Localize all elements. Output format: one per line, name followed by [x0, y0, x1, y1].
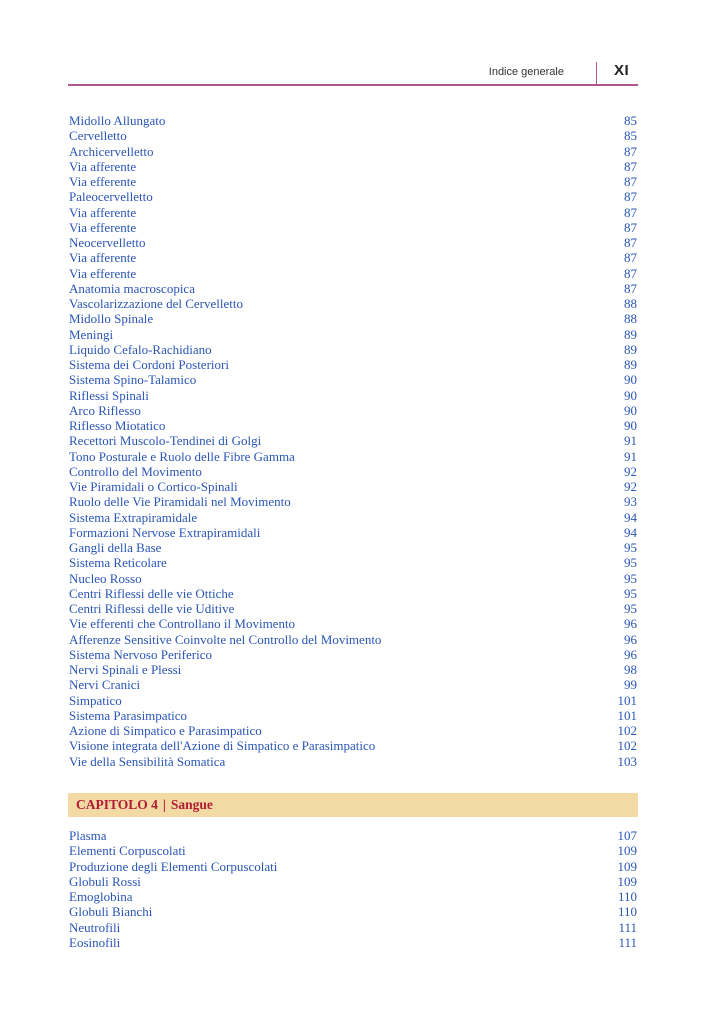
- chapter-separator: |: [162, 797, 166, 812]
- toc-entry[interactable]: [69, 708, 637, 723]
- page-number: XI: [614, 62, 630, 79]
- toc-entry-title[interactable]: Via afferente: [69, 204, 137, 220]
- toc-entry[interactable]: [69, 662, 637, 677]
- toc-entry-page[interactable]: 87: [624, 143, 637, 159]
- toc-entry-page[interactable]: 87: [624, 280, 637, 296]
- toc-entry-page[interactable]: 109: [617, 843, 637, 859]
- toc-entry-title[interactable]: Anatomia macroscopica: [69, 280, 195, 296]
- toc-entry-title[interactable]: Via afferente: [69, 158, 137, 174]
- toc-entry-title[interactable]: Controllo del Movimento: [69, 463, 202, 479]
- toc-entry-page[interactable]: 92: [624, 479, 637, 494]
- toc-entry[interactable]: [69, 571, 637, 586]
- toc-entry-page[interactable]: 95: [624, 570, 637, 586]
- toc-entry-page[interactable]: 101: [617, 707, 637, 723]
- toc-entry[interactable]: [69, 723, 637, 738]
- toc-entry-title[interactable]: Recettori Muscolo-Tendinei di Golgi: [69, 433, 262, 449]
- toc-entry-title[interactable]: Tono Posturale e Ruolo delle Fibre Gamma: [69, 448, 295, 464]
- toc-entry[interactable]: [69, 632, 637, 647]
- chapter-heading: [68, 793, 638, 817]
- toc-entry-title[interactable]: Gangli della Base: [69, 540, 162, 555]
- toc-entry[interactable]: [69, 220, 637, 235]
- toc-entry-title[interactable]: Ruolo delle Vie Piramidali nel Movimento: [69, 494, 291, 510]
- toc-entry[interactable]: [69, 403, 637, 418]
- toc-entry-page[interactable]: 87: [624, 158, 637, 174]
- toc-entry[interactable]: [69, 357, 637, 372]
- toc-entry[interactable]: [69, 205, 637, 220]
- toc-entry-title[interactable]: Vie della Sensibilità Somatica: [69, 753, 226, 769]
- toc-entry-title[interactable]: Midollo Spinale: [69, 311, 154, 327]
- toc-entry[interactable]: [69, 296, 637, 311]
- toc-entry[interactable]: [69, 113, 637, 128]
- toc-entry-title[interactable]: Sistema dei Cordoni Posteriori: [69, 357, 229, 372]
- header-title: Indice generale: [488, 66, 564, 78]
- toc-entry-title[interactable]: Neocervelletto: [69, 235, 146, 250]
- toc-entry-page[interactable]: 111: [618, 919, 637, 935]
- toc-entry-title[interactable]: Via afferente: [69, 250, 137, 266]
- toc-entry-page[interactable]: 98: [624, 662, 637, 677]
- toc-entry[interactable]: [69, 555, 637, 570]
- toc-entry-title[interactable]: Sistema Extrapiramidale: [69, 509, 198, 525]
- toc-entry-title[interactable]: Eosinofili: [69, 934, 121, 950]
- toc-entry[interactable]: [69, 372, 637, 387]
- toc-entry[interactable]: [69, 843, 637, 858]
- toc-list-chapter-3: [69, 113, 637, 769]
- toc-entry-title[interactable]: Riflesso Miotatico: [69, 418, 166, 433]
- toc-entry[interactable]: [69, 616, 637, 631]
- toc-entry-page[interactable]: 88: [624, 311, 637, 327]
- toc-entry-page[interactable]: 85: [624, 113, 637, 128]
- toc-entry-page[interactable]: 95: [624, 555, 637, 571]
- toc-entry-title[interactable]: Vascolarizzazione del Cervelletto: [69, 296, 243, 311]
- toc-entry-page[interactable]: 87: [624, 235, 637, 250]
- toc-entry-page[interactable]: 87: [624, 265, 637, 281]
- header-separator: [596, 62, 597, 84]
- toc-entry[interactable]: [69, 601, 637, 616]
- toc-entry-title[interactable]: Globuli Bianchi: [69, 904, 153, 920]
- toc-entry-title[interactable]: Cervelletto: [69, 128, 127, 144]
- toc-entry-page[interactable]: 93: [624, 494, 637, 510]
- toc-entry-page[interactable]: 90: [624, 402, 637, 418]
- toc-entry-title[interactable]: Via efferente: [69, 265, 137, 281]
- toc-entry-title[interactable]: Globuli Rossi: [69, 873, 141, 889]
- toc-entry-title[interactable]: Azione di Simpatico e Parasimpatico: [69, 723, 262, 738]
- toc-entry[interactable]: [69, 586, 637, 601]
- toc-entry-title[interactable]: Via efferente: [69, 219, 137, 235]
- toc-entry-title[interactable]: Via efferente: [69, 174, 137, 189]
- toc-entry-title[interactable]: Vie efferenti che Controllano il Movimento: [69, 616, 296, 632]
- toc-entry-title[interactable]: Riflessi Spinali: [69, 387, 149, 403]
- toc-entry-title[interactable]: Sistema Parasimpatico: [69, 707, 188, 723]
- toc-entry[interactable]: [69, 174, 637, 189]
- chapter-label: CAPITOLO 4: [76, 797, 158, 812]
- toc-entry-title[interactable]: Nucleo Rosso: [69, 570, 142, 586]
- toc-entry-title[interactable]: Formazioni Nervose Extrapiramidali: [69, 524, 261, 540]
- toc-entry[interactable]: [69, 235, 637, 250]
- toc-entry-page[interactable]: 89: [624, 341, 637, 357]
- toc-entry-page[interactable]: 89: [624, 357, 637, 372]
- toc-entry-title[interactable]: Vie Piramidali o Cortico-Spinali: [69, 479, 238, 494]
- chapter-heading-text: [76, 797, 213, 813]
- toc-entry-page[interactable]: 96: [624, 631, 637, 647]
- toc-entry-title[interactable]: Midollo Allungato: [69, 113, 166, 128]
- toc-entry[interactable]: [69, 494, 637, 509]
- toc-entry[interactable]: [69, 433, 637, 448]
- running-header: [0, 58, 718, 88]
- toc-entry-title[interactable]: Visione integrata dell'Azione di Simpatico e Parasimpatico: [69, 738, 376, 754]
- toc-entry[interactable]: [69, 144, 637, 159]
- toc-entry-page[interactable]: 89: [624, 326, 637, 342]
- toc-entry-title[interactable]: Liquido Cefalo-Rachidiano: [69, 341, 212, 357]
- toc-entry-page[interactable]: 103: [617, 753, 637, 769]
- toc-entry-page[interactable]: 102: [617, 738, 637, 754]
- toc-entry[interactable]: [69, 859, 637, 874]
- toc-entry-title[interactable]: Paleocervelletto: [69, 189, 153, 205]
- toc-entry[interactable]: [69, 327, 637, 342]
- toc-entry-title[interactable]: Elementi Corpuscolati: [69, 843, 186, 859]
- toc-entry-page[interactable]: 88: [624, 296, 637, 311]
- toc-entry-title[interactable]: Sistema Reticolare: [69, 555, 167, 571]
- chapter-title: Sangue: [170, 797, 213, 812]
- toc-entry-page[interactable]: 96: [624, 646, 637, 662]
- toc-entry-page[interactable]: 92: [624, 463, 637, 479]
- toc-entry-page[interactable]: 87: [624, 189, 637, 205]
- toc-entry[interactable]: [69, 540, 637, 555]
- toc-entry-title[interactable]: Nervi Cranici: [69, 677, 141, 693]
- toc-entry-page[interactable]: 95: [624, 601, 637, 616]
- toc-entry[interactable]: [69, 311, 637, 326]
- toc-entry-title[interactable]: Plasma: [69, 828, 107, 843]
- toc-entry-page[interactable]: 110: [617, 904, 637, 920]
- toc-entry[interactable]: [69, 889, 637, 904]
- toc-entry-title[interactable]: Archicervelletto: [69, 143, 154, 159]
- toc-entry[interactable]: [69, 388, 637, 403]
- toc-entry-page[interactable]: 94: [624, 524, 637, 540]
- toc-entry-page[interactable]: 95: [624, 540, 637, 555]
- toc-entry[interactable]: [69, 266, 637, 281]
- toc-entry-page[interactable]: 91: [624, 433, 637, 449]
- toc-entry-page[interactable]: 85: [624, 128, 637, 144]
- toc-list-chapter-4: [69, 828, 637, 950]
- toc-entry[interactable]: [69, 754, 637, 769]
- toc-entry-page[interactable]: 90: [624, 372, 637, 388]
- toc-entry-page[interactable]: 107: [617, 828, 637, 843]
- toc-entry-page[interactable]: 90: [624, 418, 637, 433]
- toc-entry-page[interactable]: 95: [624, 585, 637, 601]
- toc-entry[interactable]: [69, 647, 637, 662]
- toc-entry-page[interactable]: 99: [624, 677, 637, 693]
- toc-entry[interactable]: [69, 250, 637, 265]
- toc-entry-page[interactable]: 109: [617, 873, 637, 889]
- toc-entry[interactable]: [69, 464, 637, 479]
- toc-entry-title[interactable]: Sistema Nervoso Periferico: [69, 646, 212, 662]
- toc-entry[interactable]: [69, 479, 637, 494]
- toc-entry[interactable]: [69, 418, 637, 433]
- toc-entry[interactable]: [69, 935, 637, 950]
- toc-entry-title[interactable]: Nervi Spinali e Plessi: [69, 662, 182, 677]
- toc-entry-title[interactable]: Centri Riflessi delle vie Ottiche: [69, 585, 234, 601]
- toc-entry-page[interactable]: 111: [618, 934, 637, 950]
- toc-entry-page[interactable]: 90: [624, 387, 637, 403]
- toc-entry-title[interactable]: Produzione degli Elementi Corpuscolati: [69, 858, 278, 874]
- toc-entry[interactable]: [69, 128, 637, 143]
- toc-entry[interactable]: [69, 677, 637, 692]
- toc-entry-page[interactable]: 101: [617, 692, 637, 708]
- toc-entry-title[interactable]: Arco Riflesso: [69, 402, 141, 418]
- toc-entry-page[interactable]: 87: [624, 174, 637, 189]
- toc-entry-title[interactable]: Simpatico: [69, 692, 122, 708]
- toc-entry-title[interactable]: Afferenze Sensitive Coinvolte nel Controllo del Movimento: [69, 631, 382, 647]
- toc-entry-title[interactable]: Sistema Spino-Talamico: [69, 372, 197, 388]
- toc-entry[interactable]: [69, 874, 637, 889]
- toc-entry[interactable]: [69, 920, 637, 935]
- toc-entry-page[interactable]: 91: [624, 448, 637, 464]
- toc-entry-page[interactable]: 87: [624, 219, 637, 235]
- toc-entry-title[interactable]: Meningi: [69, 326, 114, 342]
- toc-entry[interactable]: [69, 510, 637, 525]
- toc-entry[interactable]: [69, 449, 637, 464]
- toc-entry[interactable]: [69, 738, 637, 753]
- toc-entry[interactable]: [69, 828, 637, 843]
- toc-entry-page[interactable]: 94: [624, 509, 637, 525]
- toc-entry-page[interactable]: 87: [624, 250, 637, 266]
- toc-entry-page[interactable]: 102: [617, 723, 637, 738]
- toc-entry-page[interactable]: 110: [617, 889, 637, 904]
- toc-entry-page[interactable]: 96: [624, 616, 637, 632]
- toc-entry-page[interactable]: 109: [617, 858, 637, 874]
- toc-entry[interactable]: [69, 904, 637, 919]
- toc-entry-title[interactable]: Centri Riflessi delle vie Uditive: [69, 601, 235, 616]
- toc-entry-page[interactable]: 87: [624, 204, 637, 220]
- header-rule: [68, 84, 638, 86]
- toc-entry[interactable]: [69, 693, 637, 708]
- toc-entry-title[interactable]: Emoglobina: [69, 889, 133, 904]
- toc-entry[interactable]: [69, 342, 637, 357]
- toc-entry[interactable]: [69, 525, 637, 540]
- toc-entry[interactable]: [69, 281, 637, 296]
- toc-entry[interactable]: [69, 189, 637, 204]
- toc-entry-title[interactable]: Neutrofili: [69, 919, 121, 935]
- toc-entry[interactable]: [69, 159, 637, 174]
